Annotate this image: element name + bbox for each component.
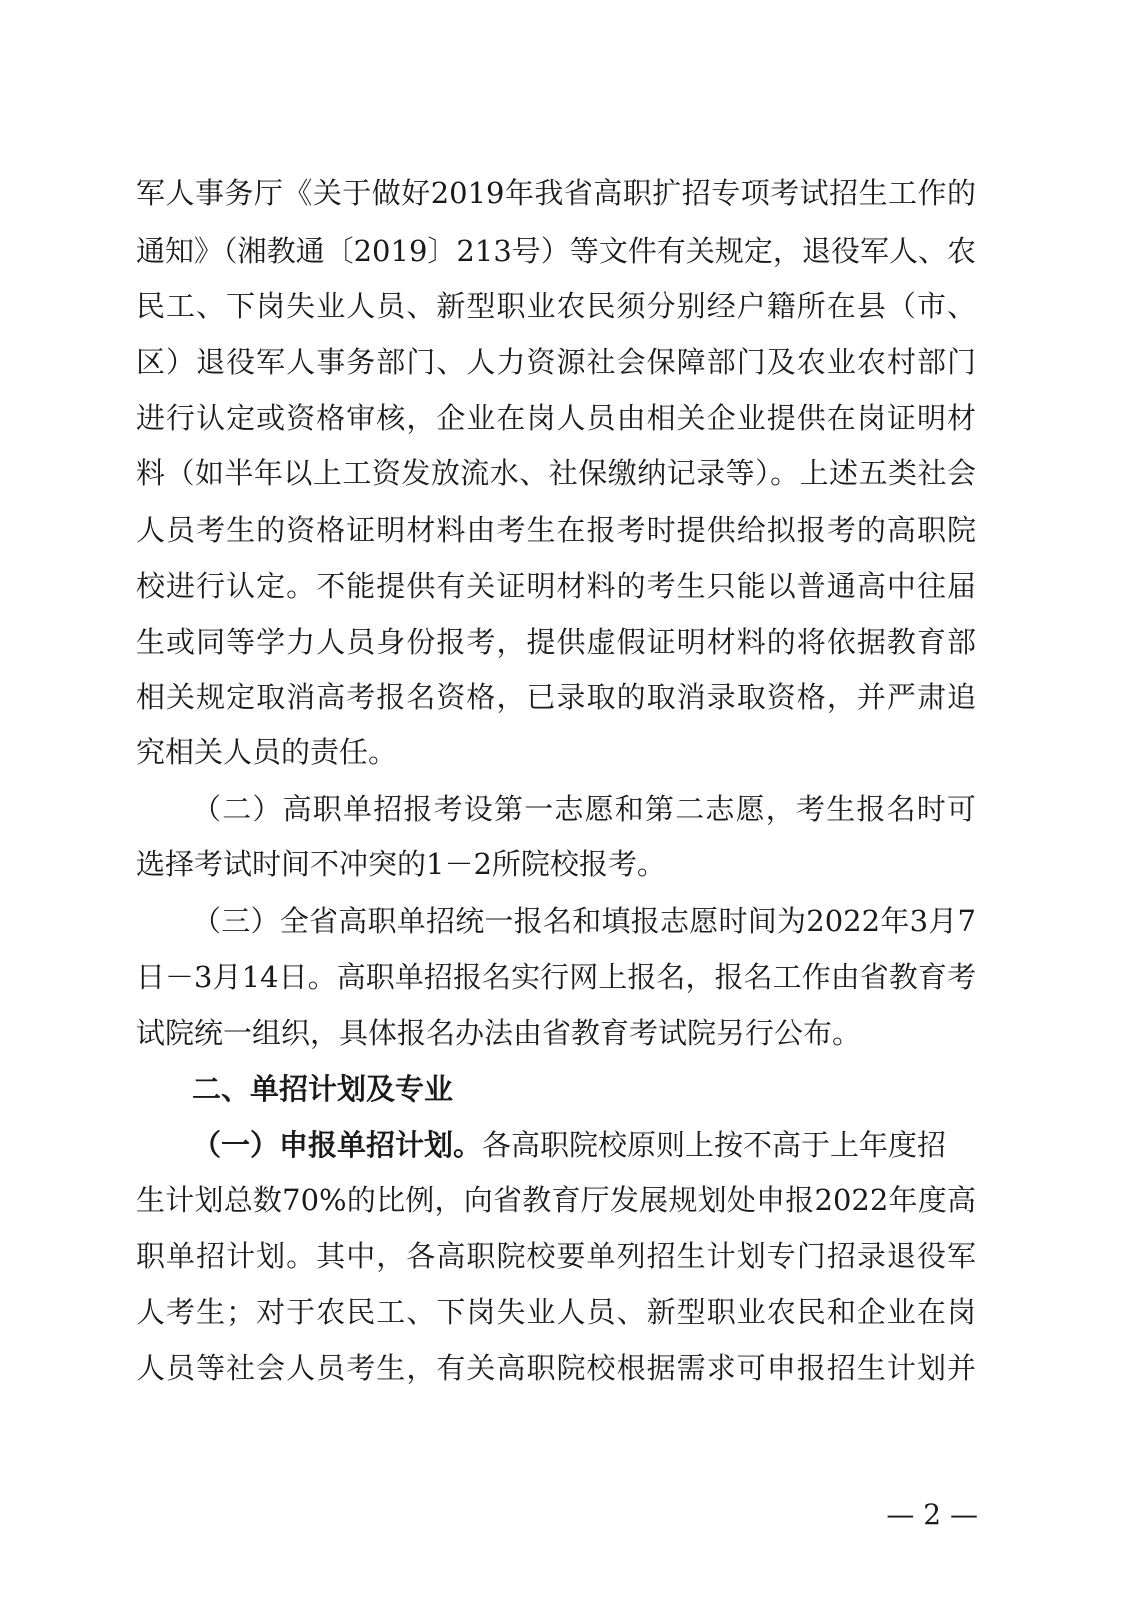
paragraph-line: 校进行认定。不能提供有关证明材料的考生只能以普通高中往届 [136, 569, 976, 603]
paragraph-line: 人员考生的资格证明材料由考生在报考时提供给拟报考的高职院 [136, 513, 976, 547]
paragraph-line: （三）全省高职单招统一报名和填报志愿时间为2022年3月7 [192, 904, 976, 938]
paragraph-line: 民工、下岗失业人员、新型职业农民须分别经户籍所在县（市、 [136, 289, 976, 323]
paragraph-line: 选择考试时间不冲突的1－2所院校报考。 [136, 847, 666, 881]
paragraph-line: 军人事务厅《关于做好2019年我省高职扩招专项考试招生工作的 [136, 176, 976, 210]
paragraph-line: 生计划总数70%的比例，向省教育厅发展规划处申报2022年度高 [136, 1183, 976, 1217]
paragraph-text: 各高职院校原则上按不高于上年度招 [482, 1128, 947, 1162]
paragraph-line [192, 1123, 976, 1167]
paragraph-line: 相关规定取消高考报名资格，已录取的取消录取资格，并严肃追 [136, 680, 976, 714]
section-heading: 二、单招计划及专业 [192, 1072, 454, 1106]
paragraph-line: 通知》（湘教通〔2019〕213号）等文件有关规定，退役军人、农 [136, 234, 976, 268]
paragraph-line: 进行认定或资格审核，企业在岗人员由相关企业提供在岗证明材 [136, 401, 976, 435]
paragraph-line: 试院统一组织，具体报名办法由省教育考试院另行公布。 [136, 1016, 862, 1050]
paragraph-line: 人员等社会人员考生，有关高职院校根据需求可申报招生计划并 [136, 1351, 976, 1385]
paragraph-line: 生或同等学力人员身份报考，提供虚假证明材料的将依据教育部 [136, 625, 976, 659]
paragraph-line: 职单招计划。其中，各高职院校要单列招生计划专门招录退役军 [136, 1239, 976, 1273]
paragraph-line: 究相关人员的责任。 [136, 735, 398, 769]
subsection-heading: （一）申报单招计划。 [192, 1128, 483, 1162]
paragraph-line: 料（如半年以上工资发放流水、社保缴纳记录等）。上述五类社会 [136, 456, 976, 490]
page-number: — 2 — [886, 1498, 978, 1531]
paragraph-line: （二）高职单招报考设第一志愿和第二志愿，考生报名时可 [192, 792, 976, 826]
paragraph-line: 区）退役军人事务部门、人力资源社会保障部门及农业农村部门 [136, 345, 976, 379]
paragraph-line: 日－3月14日。高职单招报名实行网上报名，报名工作由省教育考 [136, 960, 976, 994]
paragraph-line: 人考生；对于农民工、下岗失业人员、新型职业农民和企业在岗 [136, 1295, 976, 1329]
